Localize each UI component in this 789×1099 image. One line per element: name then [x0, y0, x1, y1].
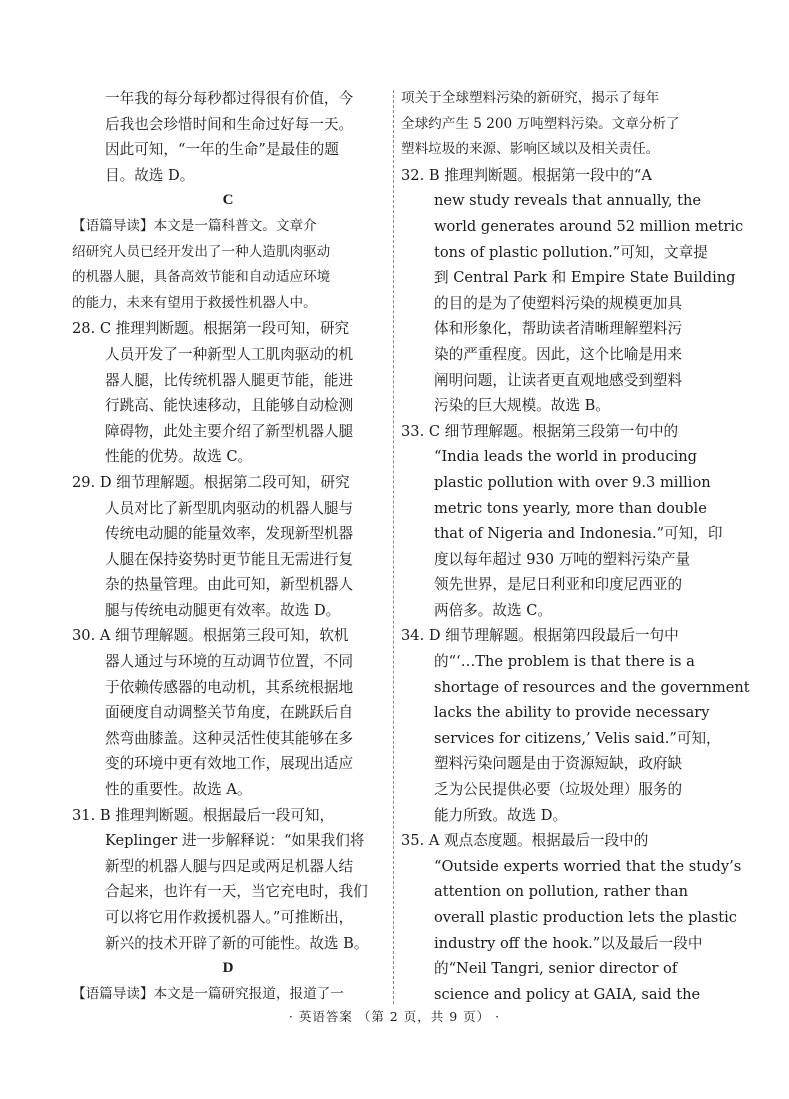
text-line: 传统电动腿的能量效率，发现新型机器 [105, 525, 354, 543]
text-line: plastic pollution with over 9.3 million [434, 473, 711, 491]
text-line: 乏为公民提供必要（垃圾处理）服务的 [434, 781, 683, 799]
text-line: 然弯曲膝盖。这种灵活性使其能够在多 [105, 729, 354, 747]
text-line: 领先世界，是尼日利亚和印度尼西亚的 [434, 576, 683, 594]
text-line: 合起来，也许有一天，当它充电时，我们 [105, 883, 368, 901]
text-line: metric tons yearly, more than double [434, 499, 707, 517]
text-line: 的目的是为了使塑料污染的规模更加具 [434, 294, 683, 312]
text-line: 腿与传统电动腿更有效率。故选 D。 [105, 601, 341, 619]
text-line: 35. A 观点态度题。根据最后一段中的 [401, 832, 649, 850]
right-column [401, 86, 750, 1007]
text-line: 可以将它用作救援机器人。”可推断出， [105, 909, 354, 926]
text-line: 度以每年超过 930 万吨的塑料污染产量 [434, 550, 691, 568]
text-line: 障碍物，此处主要介绍了新型机器人腿 [105, 422, 354, 440]
text-line: 项关于全球塑料污染的新研究，揭示了每年 [401, 90, 660, 106]
text-line: 到 Central Park 和 Empire State Building [434, 269, 736, 287]
text-line: 阐明问题，让读者更直观地感受到塑料 [434, 371, 683, 389]
text-line: 一年我的每分每秒都过得很有价值，今 [105, 90, 354, 107]
text-line: 人腿在保持姿势时更节能且无需进行复 [105, 550, 354, 568]
text-line: “India leads the world in producing [434, 448, 698, 466]
text-line: 器人腿，比传统机器人腿更节能，能进 [105, 371, 354, 389]
text-line: 的机器人腿，具备高效节能和自动适应环境 [72, 269, 331, 286]
text-line: 变的环境中更有效地工作，展现出适应 [105, 755, 354, 773]
text-line: Keplinger 进一步解释说：“如果我们将 [105, 832, 365, 850]
text-line: 面硬度自动调整关节角度，在跳跃后自 [105, 704, 354, 722]
text-line: 人员对比了新型肌肉驱动的机器人腿与 [105, 499, 354, 517]
text-line: lacks the ability to provide necessary [434, 704, 710, 722]
text-line: 31. B 推理判断题。根据最后一段可知， [72, 806, 335, 824]
text-line: 29. D 细节理解题。根据第二段可知，研究 [72, 473, 350, 491]
text-line: 34. D 细节理解题。根据第四段最后一句中 [401, 627, 679, 645]
text-line: 【语篇导读】本文是一篇科普文。文章介 [72, 217, 317, 234]
page-footer: · 英语答案 （第 2 页，共 9 页） · [288, 1009, 501, 1024]
text-line: 全球约产生 5 200 万吨塑料污染。文章分析了 [401, 115, 680, 132]
text-line: 杂的热量管理。由此可知，新型机器人 [105, 576, 354, 594]
text-line: 的能力，未来有望用于救援性机器人中。 [72, 294, 317, 311]
section-heading: C [222, 192, 234, 209]
text-line: 新型的机器人腿与四足或两足机器人结 [105, 857, 354, 875]
text-line: that of Nigeria and Indonesia.”可知，印 [434, 525, 723, 543]
text-line: science and policy at GAIA, said the [434, 985, 701, 1003]
text-line: shortage of resources and the government [434, 678, 750, 696]
text-line: services for citizens,’ Velis said.”可知， [434, 729, 721, 747]
left-column [72, 86, 384, 1007]
text-line: 28. C 推理判断题。根据第一段可知，研究 [72, 320, 350, 338]
text-line: attention on pollution, rather than [434, 883, 689, 901]
text-line: 【语篇导读】本文是一篇研究报道，报道了一 [72, 985, 344, 1002]
text-line: overall plastic production lets the plastic [434, 909, 737, 926]
section-heading: D [222, 960, 234, 977]
text-line: 30. A 细节理解题。根据第三段可知，软机 [72, 627, 349, 645]
text-line: 染的严重程度。因此，这个比喻是用来 [434, 345, 683, 363]
text-line: 人员开发了一种新型人工肌肉驱动的机 [105, 345, 354, 363]
text-line: 器人通过与环境的互动调节位置，不同 [105, 653, 354, 671]
text-line: 绍研究人员已经开发出了一种人造肌肉驱动 [72, 243, 331, 260]
text-line: 32. B 推理判断题。根据第一段中的“A [401, 166, 652, 184]
text-line: 两倍多。故选 C。 [434, 601, 552, 619]
text-line: 于依赖传感器的电动机，其系统根据地 [105, 678, 354, 696]
text-line: 污染的巨大规模。故选 B。 [434, 397, 610, 415]
text-line: new study reveals that annually, the [434, 192, 702, 210]
column-divider [393, 90, 394, 1004]
text-line: “Outside experts worried that the study’s [434, 857, 742, 875]
text-line: 目。故选 D。 [105, 166, 195, 184]
text-line: 能力所致。故选 D。 [434, 806, 568, 824]
text-line: 行跳高、能快速移动，且能够自动检测 [105, 397, 354, 415]
text-line: 体和形象化，帮助读者清晰理解塑料污 [434, 320, 683, 338]
text-line: 的“Neil Tangri, senior director of [434, 960, 678, 978]
text-line: 塑料污染问题是由于资源短缺，政府缺 [434, 755, 683, 773]
text-line: tons of plastic pollution.”可知，文章提 [434, 243, 708, 261]
text-line: 性的重要性。故选 A。 [105, 781, 252, 799]
text-line: industry off the hook.”以及最后一段中 [434, 934, 703, 952]
text-line: 塑料垃圾的来源、影响区域以及相关责任。 [401, 141, 660, 158]
text-line: 的“‘…The problem is that there is a [434, 653, 695, 671]
text-line: 性能的优势。故选 C。 [105, 448, 253, 466]
text-line: 后我也会珍惜时间和生命过好每一天。 [105, 115, 354, 133]
text-line: world generates around 52 million metric [434, 217, 744, 235]
text-line: 新兴的技术开辟了新的可能性。故选 B。 [105, 934, 369, 952]
text-line: 33. C 细节理解题。根据第三段第一句中的 [401, 422, 679, 440]
text-line: 因此可知，“一年的生命”是最佳的题 [105, 141, 339, 159]
